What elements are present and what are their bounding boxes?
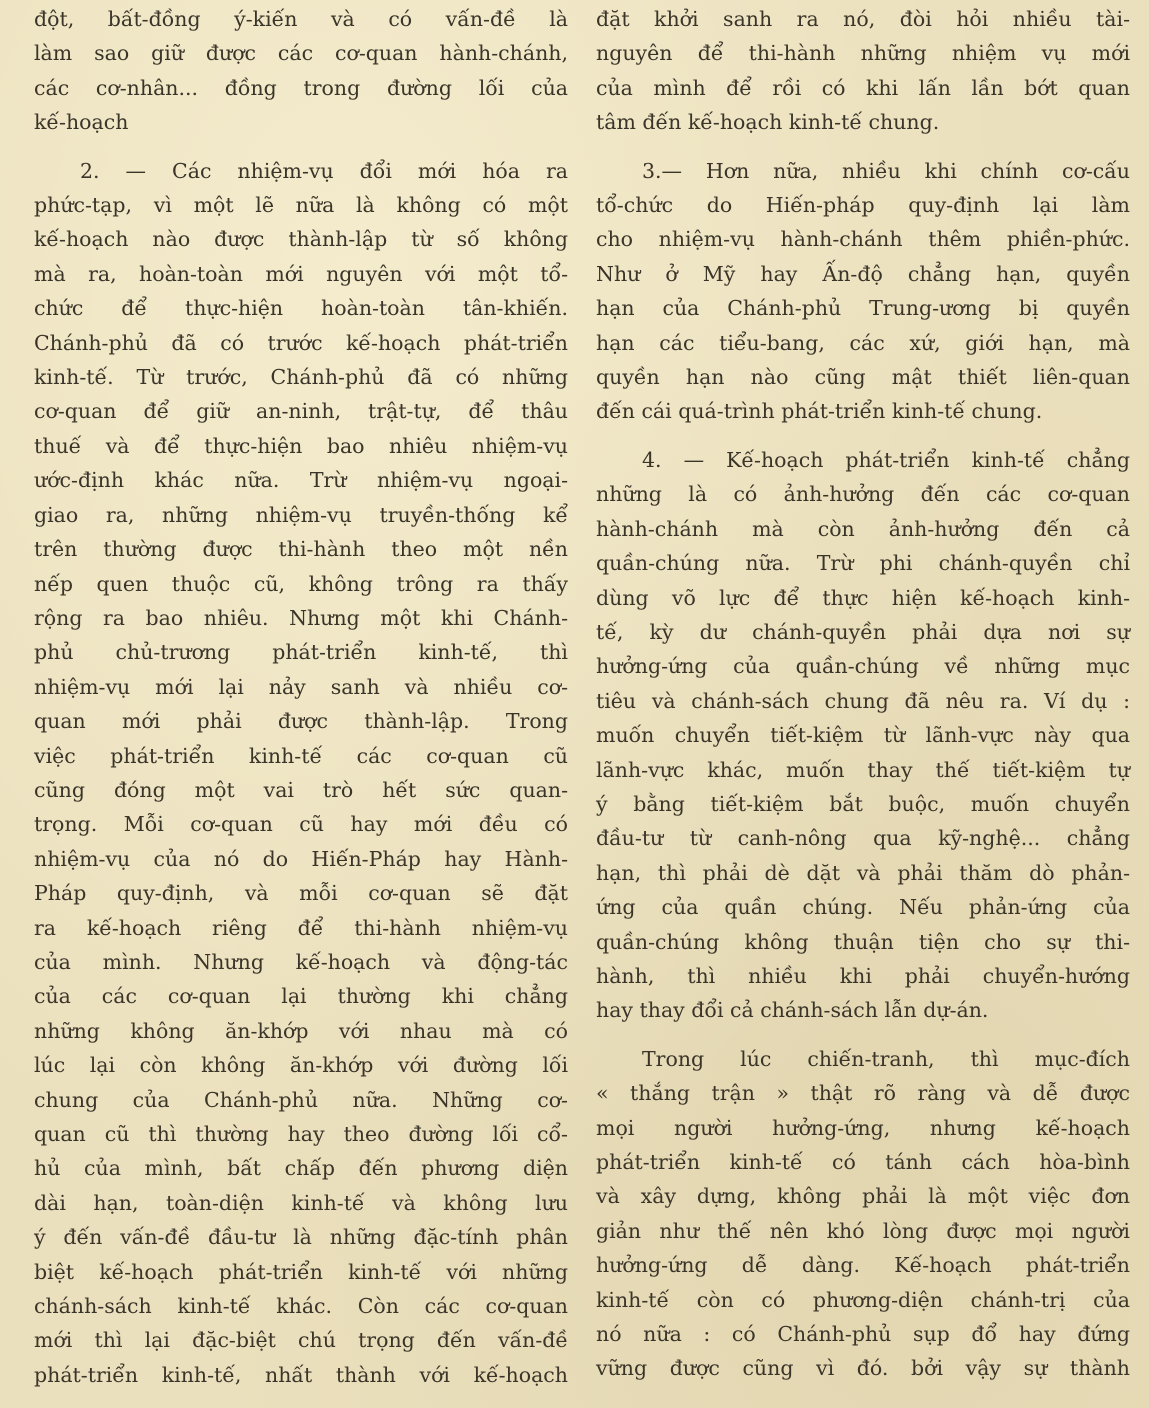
text-line: mới thì lại đặc-biệt chú trọng đến vấn-đề bbox=[34, 1328, 568, 1353]
right-column bbox=[596, 2, 1130, 1386]
text-line: quyền hạn nào cũng mật thiết liên-quan bbox=[596, 365, 1130, 390]
text-line: những không ăn-khớp với nhau mà có bbox=[34, 1018, 568, 1043]
text-line: rộng ra bao nhiêu. Nhưng một khi Chánh- bbox=[34, 605, 568, 630]
text-line: cũng đóng một vai trò hết sức quan- bbox=[34, 777, 568, 802]
text-line: hành-chánh mà còn ảnh-hưởng đến cả bbox=[596, 516, 1130, 541]
text-line: ước-định khác nữa. Trừ nhiệm-vụ ngoại- bbox=[34, 468, 568, 493]
text-line: nhiệm-vụ mới lại nảy sanh và nhiều cơ- bbox=[34, 674, 568, 699]
text-line: vững được cũng vì đó. bởi vậy sự thành bbox=[596, 1356, 1130, 1381]
text-line: những là có ảnh-hưởng đến các cơ-quan bbox=[596, 482, 1130, 507]
text-line: kinh-tế. Từ trước, Chánh-phủ đã có những bbox=[34, 365, 568, 390]
text-line: thuế và để thực-hiện bao nhiêu nhiệm-vụ bbox=[34, 433, 568, 458]
text-line: chánh-sách kinh-tế khác. Còn các cơ-quan bbox=[34, 1294, 568, 1319]
text-line: Chánh-phủ đã có trước kế-hoạch phát-triển bbox=[34, 330, 568, 355]
right-paragraph-2 bbox=[596, 154, 1130, 429]
text-line: 3.— Hơn nữa, nhiều khi chính cơ-cấu bbox=[642, 158, 1130, 183]
text-line: biệt kế-hoạch phát-triển kinh-tế với những bbox=[34, 1259, 568, 1284]
text-line: kế-hoạch nào được thành-lập từ số không bbox=[34, 227, 568, 252]
text-line: giao ra, những nhiệm-vụ truyền-thống kể bbox=[34, 502, 568, 527]
text-line: và xây dựng, không phải là một việc đơn bbox=[596, 1184, 1130, 1209]
text-line: đầu-tư từ canh-nông qua kỹ-nghệ... chẳng bbox=[596, 826, 1130, 851]
text-line: 2. — Các nhiệm-vụ đổi mới hóa ra bbox=[80, 158, 568, 183]
text-line: giản như thế nên khó lòng được mọi người bbox=[596, 1218, 1130, 1243]
text-line: phủ chủ-trương phát-triển kinh-tế, thì bbox=[34, 640, 568, 665]
text-line: trọng. Mỗi cơ-quan cũ hay mới đều có bbox=[34, 812, 568, 837]
text-line: quần-chúng nữa. Trừ phi chánh-quyền chỉ bbox=[596, 551, 1130, 576]
right-paragraph-4 bbox=[596, 1042, 1130, 1386]
text-line: của mình. Nhưng kế-hoạch và động-tác bbox=[34, 949, 568, 974]
text-line: đột, bất-đồng ý-kiến và có vấn-đề là bbox=[34, 7, 568, 31]
text-line: tế, kỳ dư chánh-quyền phải dựa nơi sự bbox=[596, 619, 1130, 644]
text-line: cơ-quan để giữ an-ninh, trật-tự, để thâu bbox=[34, 399, 568, 424]
text-line: lúc lại còn không ăn-khớp với đường lối bbox=[34, 1053, 568, 1078]
text-line: quan cũ thì thường hay theo đường lối cổ- bbox=[34, 1122, 568, 1146]
text-line: phát-triển kinh-tế có tánh cách hòa-bình bbox=[596, 1150, 1130, 1174]
text-line: nhiệm-vụ của nó do Hiến-Pháp hay Hành- bbox=[34, 846, 568, 871]
text-line: Như ở Mỹ hay Ấn-độ chẳng hạn, quyền bbox=[596, 261, 1130, 286]
text-line: hay thay đổi cả chánh-sách lẫn dự-án. bbox=[596, 998, 989, 1023]
text-line: Trong lúc chiến-tranh, thì mục-đích bbox=[642, 1046, 1130, 1071]
text-line: chức để thực-hiện hoàn-toàn tân-khiến. bbox=[34, 296, 568, 321]
text-line: nó nữa : có Chánh-phủ sụp đổ hay đứng bbox=[596, 1322, 1130, 1347]
text-line: hạn các tiểu-bang, các xứ, giới hạn, mà bbox=[596, 330, 1130, 355]
text-line: trên thường được thi-hành theo một nền bbox=[34, 537, 568, 562]
text-line: ý đến vấn-đề đầu-tư là những đặc-tính phân bbox=[34, 1225, 568, 1250]
text-line: đặt khởi sanh ra nó, đòi hỏi nhiều tài- bbox=[596, 7, 1130, 31]
text-line: nếp quen thuộc cũ, không trông ra thấy bbox=[34, 571, 568, 596]
text-line: hạn của Chánh-phủ Trung-ương bị quyền bbox=[596, 296, 1130, 321]
text-line: hạn, thì phải dè dặt và phải thăm dò phản- bbox=[596, 860, 1130, 885]
text-line: quan mới phải được thành-lập. Trong bbox=[34, 709, 568, 734]
text-line: ra kế-hoạch riêng để thi-hành nhiệm-vụ bbox=[34, 915, 568, 940]
text-line: dùng võ lực để thực hiện kế-hoạch kinh- bbox=[596, 585, 1130, 610]
text-line: mọi người hưởng-ứng, nhưng kế-hoạch bbox=[596, 1115, 1130, 1140]
text-line: kế-hoạch bbox=[34, 110, 129, 135]
text-line: muốn chuyển tiết-kiệm từ lãnh-vực này qua bbox=[596, 723, 1130, 748]
text-line: lãnh-vực khác, muốn thay thế tiết-kiệm tự bbox=[596, 757, 1130, 782]
text-line: tổ-chức do Hiến-pháp quy-định lại làm bbox=[596, 193, 1130, 218]
text-line: phức-tạp, vì một lẽ nữa là không có một bbox=[34, 193, 568, 218]
right-paragraph-1 bbox=[596, 2, 1130, 140]
text-line: hành, thì nhiều khi phải chuyển-hướng bbox=[596, 963, 1130, 988]
text-line: Pháp quy-định, và mỗi cơ-quan sẽ đặt bbox=[34, 881, 568, 906]
text-line: hưởng-ứng của quần-chúng về những mục bbox=[596, 654, 1130, 679]
text-line: « thắng trận » thật rõ ràng và dễ được bbox=[596, 1081, 1130, 1106]
text-line: hưởng-ứng dễ dàng. Kế-hoạch phát-triển bbox=[596, 1253, 1130, 1278]
text-line: ý bằng tiết-kiệm bắt buộc, muốn chuyển bbox=[596, 791, 1130, 816]
right-paragraph-3 bbox=[596, 443, 1130, 1028]
left-paragraph-2 bbox=[34, 154, 568, 1393]
text-line: tiêu và chánh-sách chung đã nêu ra. Ví dụ : bbox=[596, 688, 1130, 713]
text-line: làm sao giữ được các cơ-quan hành-chánh, bbox=[34, 41, 568, 66]
text-line: dài hạn, toàn-diện kinh-tế và không lưu bbox=[34, 1190, 568, 1215]
text-line: cho nhiệm-vụ hành-chánh thêm phiền-phức. bbox=[596, 227, 1130, 252]
text-line: đến cái quá-trình phát-triển kinh-tế chung. bbox=[596, 399, 1043, 424]
left-column bbox=[34, 2, 568, 1392]
text-line: của mình để rồi có khi lấn lần bớt quan bbox=[596, 75, 1130, 100]
left-paragraph-1 bbox=[34, 2, 568, 140]
text-line: 4. — Kế-hoạch phát-triển kinh-tế chẳng bbox=[642, 447, 1130, 472]
text-line: kinh-tế còn có phương-diện chánh-trị của bbox=[596, 1287, 1130, 1312]
text-line: hủ của mình, bất chấp đến phương diện bbox=[34, 1156, 568, 1181]
text-line: nguyên để thi-hành những nhiệm vụ mới bbox=[596, 41, 1130, 66]
text-line: ứng của quần chúng. Nếu phản-ứng của bbox=[596, 895, 1130, 920]
text-line: các cơ-nhân... đồng trong đường lối của bbox=[34, 75, 568, 100]
text-line: việc phát-triển kinh-tế các cơ-quan cũ bbox=[34, 743, 568, 768]
text-line: chung của Chánh-phủ nữa. Những cơ- bbox=[34, 1087, 568, 1112]
text-line: phát-triển kinh-tế, nhất thành với kế-hoạch bbox=[34, 1362, 568, 1387]
text-line: của các cơ-quan lại thường khi chẳng bbox=[34, 984, 568, 1009]
text-line: mà ra, hoàn-toàn mới nguyên với một tổ- bbox=[34, 261, 568, 286]
text-line: quần-chúng không thuận tiện cho sự thi- bbox=[596, 929, 1130, 954]
text-line: tâm đến kế-hoạch kinh-tế chung. bbox=[596, 110, 940, 135]
